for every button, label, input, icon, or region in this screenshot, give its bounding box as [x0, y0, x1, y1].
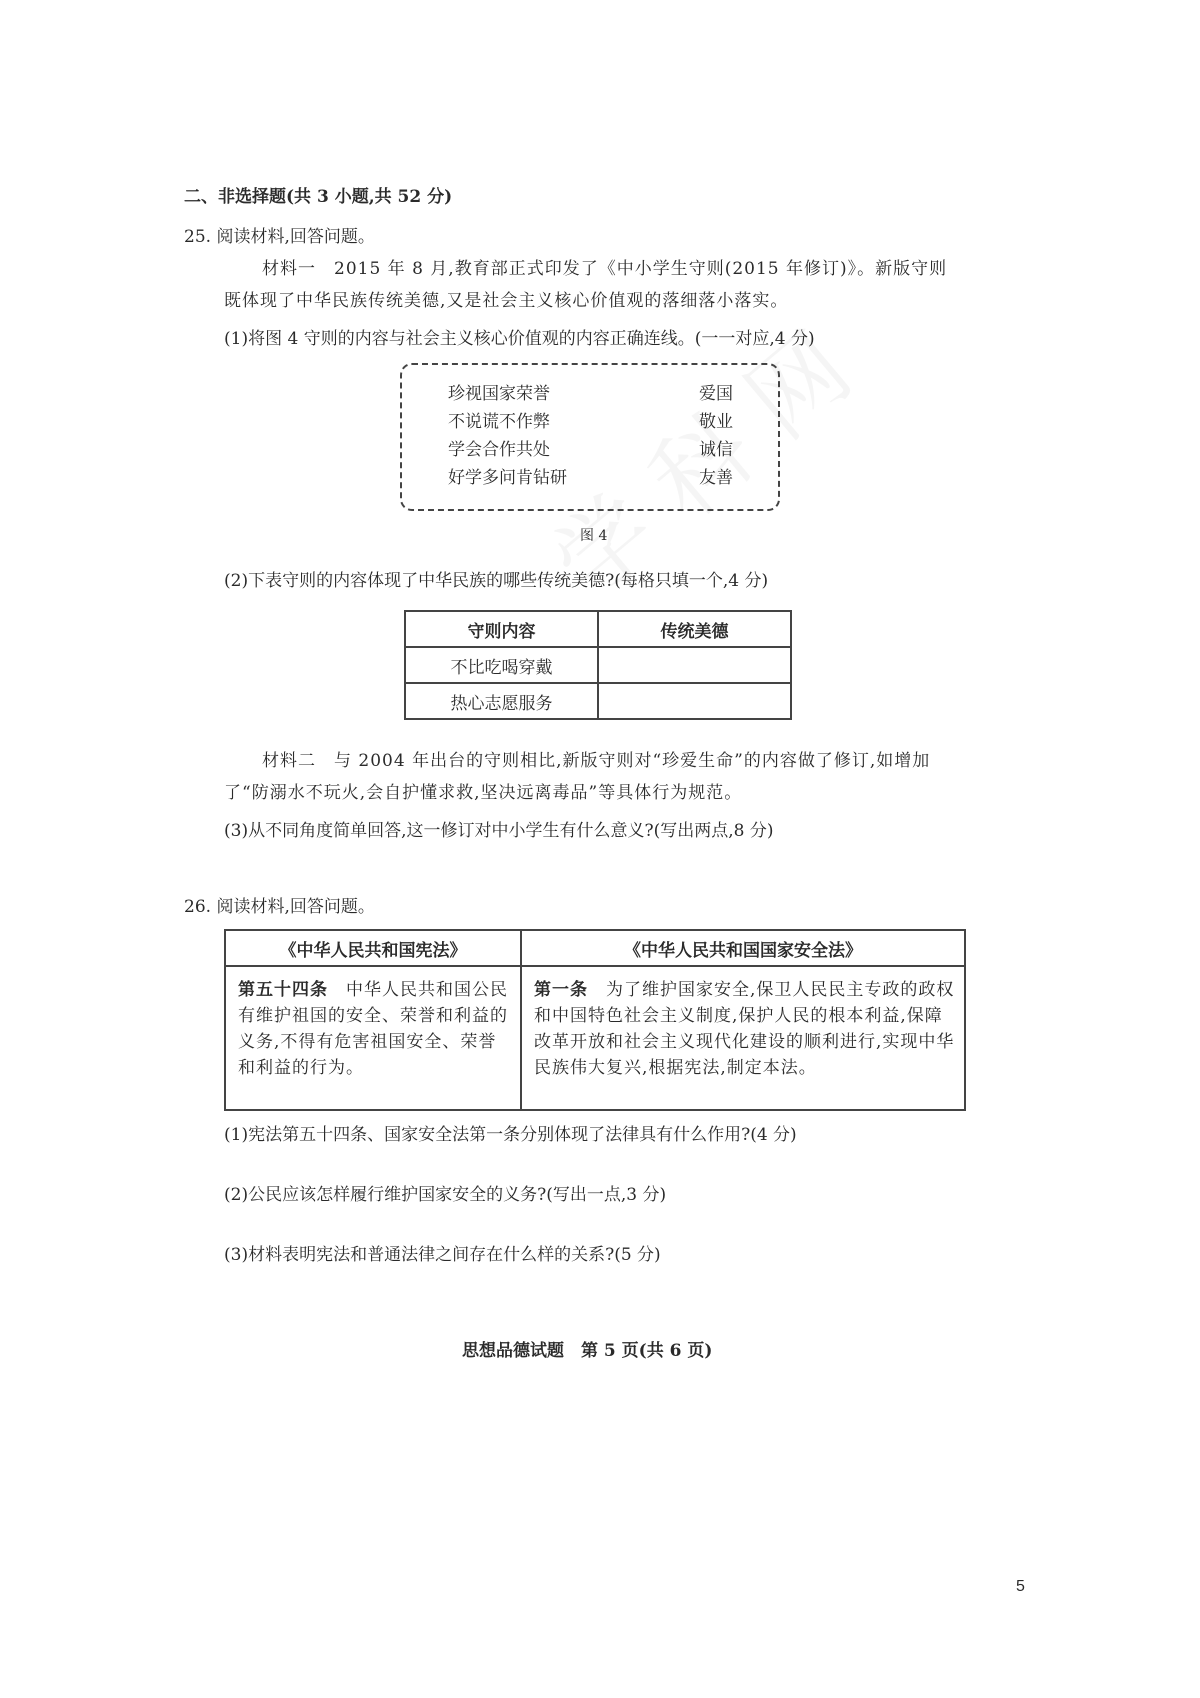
table-header: 《中华人民共和国国家安全法》	[521, 930, 965, 966]
security-law-article	[522, 967, 964, 1087]
q26-sub2: (2)公民应该怎样履行维护国家安全的义务?(写出一点,3 分)	[224, 1185, 667, 1205]
section-heading: 二、非选择题(共 3 小题,共 52 分)	[184, 187, 453, 207]
figure-4-caption: 图 4	[580, 528, 608, 544]
q25-sub3: (3)从不同角度简单回答,这一修订对中小学生有什么意义?(写出两点,8 分)	[224, 821, 774, 841]
table-header: 守则内容	[405, 611, 598, 647]
figure-4-box	[400, 363, 780, 511]
constitution-article	[226, 967, 520, 1087]
rule-item: 好学多问肯钻研	[448, 468, 567, 488]
table-header: 《中华人民共和国宪法》	[225, 930, 521, 966]
value-item: 诚信	[699, 440, 733, 460]
q25-material2-line2: 了“防溺水不玩火,会自护懂求救,坚决远离毒品”等具体行为规范。	[224, 783, 743, 803]
q25-stem: 25. 阅读材料,回答问题。	[184, 227, 375, 247]
answer-cell[interactable]	[598, 683, 791, 719]
table-cell	[225, 966, 521, 1110]
article-text: 中华人民共和国公民有维护祖国的安全、荣誉和利益的义务,不得有危害祖国安全、荣誉和利益的行为。	[238, 980, 508, 1078]
answer-cell[interactable]	[598, 647, 791, 683]
figure-4-row	[402, 464, 778, 492]
q26-sub1: (1)宪法第五十四条、国家安全法第一条分别体现了法律具有什么作用?(4 分)	[224, 1125, 797, 1145]
table-cell: 热心志愿服务	[405, 683, 598, 719]
figure-4-row	[402, 436, 778, 464]
article-text: 为了维护国家安全,保卫人民民主专政的政权和中国特色社会主义制度,保护人民的根本利益,保障改革开放和社会主义现代化建设的顺利进行,实现中华民族伟大复兴,根据宪法,制定本法。	[534, 980, 955, 1078]
article-number: 第五十四条	[238, 980, 328, 1000]
value-item: 爱国	[699, 384, 733, 404]
virtue-table	[404, 610, 792, 720]
table-cell	[521, 966, 965, 1110]
table-row	[225, 966, 965, 1110]
rule-item: 珍视国家荣誉	[448, 384, 550, 404]
table-header-row	[225, 930, 965, 966]
q26-sub3: (3)材料表明宪法和普通法律之间存在什么样的关系?(5 分)	[224, 1245, 661, 1265]
page-number: 5	[1016, 1578, 1025, 1595]
rule-item: 学会合作共处	[448, 440, 550, 460]
article-number: 第一条	[534, 980, 588, 1000]
figure-4-row	[402, 380, 778, 408]
value-item: 友善	[699, 468, 733, 488]
q25-sub1: (1)将图 4 守则的内容与社会主义核心价值观的内容正确连线。(一一对应,4 分)	[224, 329, 815, 349]
rule-item: 不说谎不作弊	[448, 412, 550, 432]
q25-material2-line1: 材料二 与 2004 年出台的守则相比,新版守则对“珍爱生命”的内容做了修订,如增加	[262, 751, 931, 771]
law-table	[224, 929, 966, 1111]
figure-4-row	[402, 408, 778, 436]
table-header: 传统美德	[598, 611, 791, 647]
table-header-row	[405, 611, 791, 647]
value-item: 敬业	[699, 412, 733, 432]
table-cell: 不比吃喝穿戴	[405, 647, 598, 683]
table-row	[405, 647, 791, 683]
page-footer: 思想品德试题 第 5 页(共 6 页)	[462, 1341, 713, 1361]
q26-stem: 26. 阅读材料,回答问题。	[184, 897, 375, 917]
table-row	[405, 683, 791, 719]
q25-material1-line1: 材料一 2015 年 8 月,教育部正式印发了《中小学生守则(2015 年修订)》。新版守则	[262, 259, 948, 279]
q25-sub2: (2)下表守则的内容体现了中华民族的哪些传统美德?(每格只填一个,4 分)	[224, 571, 769, 591]
q25-material1-line2: 既体现了中华民族传统美德,又是社会主义核心价值观的落细落小落实。	[224, 291, 789, 311]
